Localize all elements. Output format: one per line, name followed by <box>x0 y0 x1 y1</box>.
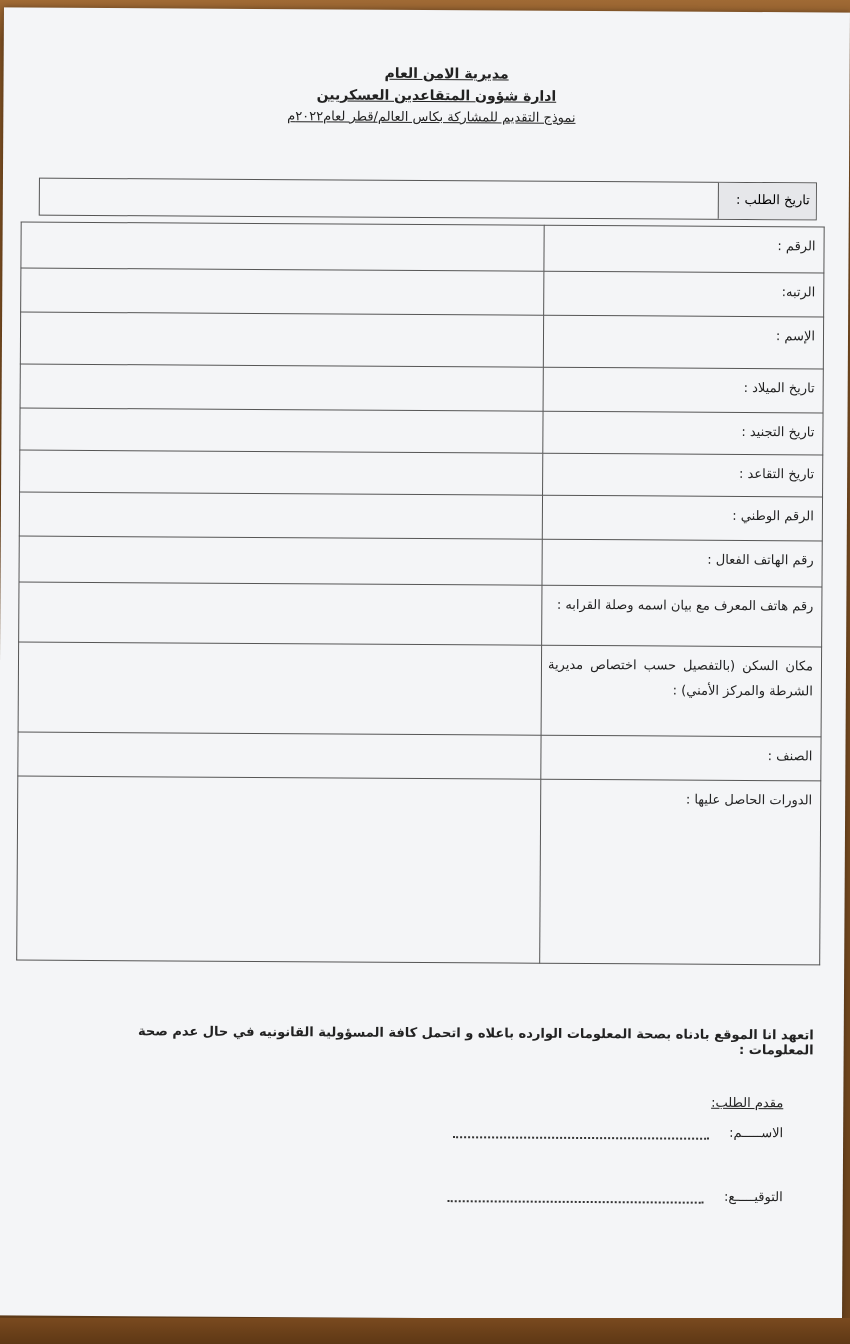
field-label-reference-phone: رقم هاتف المعرف مع بيان اسمه وصلة القرابه : <box>542 585 822 647</box>
field-value-category[interactable] <box>18 732 541 779</box>
applicant-name-label: الاســـــم: <box>729 1125 784 1142</box>
field-value-residence[interactable] <box>18 642 542 735</box>
form-paper <box>0 7 850 1320</box>
pledge-statement: اتعهد انا الموقع بادناه بصحة المعلومات الوارده باعلاه و اتحمل كافة المسؤولية القانونيه في حال عدم صحة المعلومات : <box>137 1024 814 1059</box>
field-value-name[interactable] <box>20 312 543 367</box>
applicant-signature-row <box>448 1188 783 1205</box>
field-value-enlistment-date[interactable] <box>20 408 543 453</box>
field-value-birth-date[interactable] <box>20 364 543 411</box>
field-label-retirement-date: تاريخ التقاعد : <box>543 453 823 497</box>
application-form-table <box>16 222 824 966</box>
request-date-field[interactable] <box>40 179 718 219</box>
form-row <box>17 776 821 965</box>
request-date-row <box>39 178 817 221</box>
field-value-courses[interactable] <box>17 776 541 963</box>
form-row <box>20 364 823 413</box>
field-label-number: الرقم : <box>544 225 824 273</box>
desk-surface <box>0 1318 850 1344</box>
field-label-enlistment-date: تاريخ التجنيد : <box>543 411 823 455</box>
applicant-title: مقدم الطلب: <box>711 1095 784 1112</box>
field-value-rank[interactable] <box>21 268 544 315</box>
form-row <box>21 222 824 273</box>
form-row <box>20 312 823 369</box>
applicant-signature-label: التوقيـــــع: <box>723 1189 783 1206</box>
form-row <box>19 536 822 587</box>
form-row <box>19 492 822 541</box>
field-label-residence: مكان السكن (بالتفصيل حسب اختصاص مديرية الشرطة والمركز الأمني) : <box>541 645 822 737</box>
applicant-name-field[interactable] <box>453 1126 709 1140</box>
form-header <box>3 57 849 133</box>
applicant-signature-field[interactable] <box>448 1190 704 1204</box>
field-value-retirement-date[interactable] <box>20 450 543 495</box>
form-row <box>19 582 822 647</box>
field-label-rank: الرتبه: <box>544 271 824 317</box>
field-value-phone[interactable] <box>19 536 542 585</box>
form-row <box>21 268 824 317</box>
header-department: ادارة شؤون المتقاعدين العسكريين <box>316 87 557 105</box>
field-label-national-id: الرقم الوطني : <box>542 495 822 541</box>
field-value-number[interactable] <box>21 222 544 271</box>
field-label-name: الإسم : <box>543 315 823 369</box>
form-row <box>20 408 823 455</box>
field-value-national-id[interactable] <box>19 492 542 539</box>
applicant-name-row <box>453 1124 783 1141</box>
field-label-birth-date: تاريخ الميلاد : <box>543 367 823 413</box>
header-directorate: مديرية الامن العام <box>384 65 509 83</box>
form-row <box>20 450 823 497</box>
header-form-title: نموذج التقديم للمشاركة بكاس العالم/قطر لعام٢٠٢٢م <box>287 109 576 126</box>
field-value-reference-phone[interactable] <box>19 582 542 645</box>
form-row <box>18 642 822 737</box>
request-date-label: تاريخ الطلب : <box>718 183 816 220</box>
field-label-phone: رقم الهاتف الفعال : <box>542 539 822 587</box>
field-label-category: الصنف : <box>541 735 821 781</box>
form-row <box>18 732 821 781</box>
field-label-courses: الدورات الحاصل عليها : <box>540 779 821 965</box>
